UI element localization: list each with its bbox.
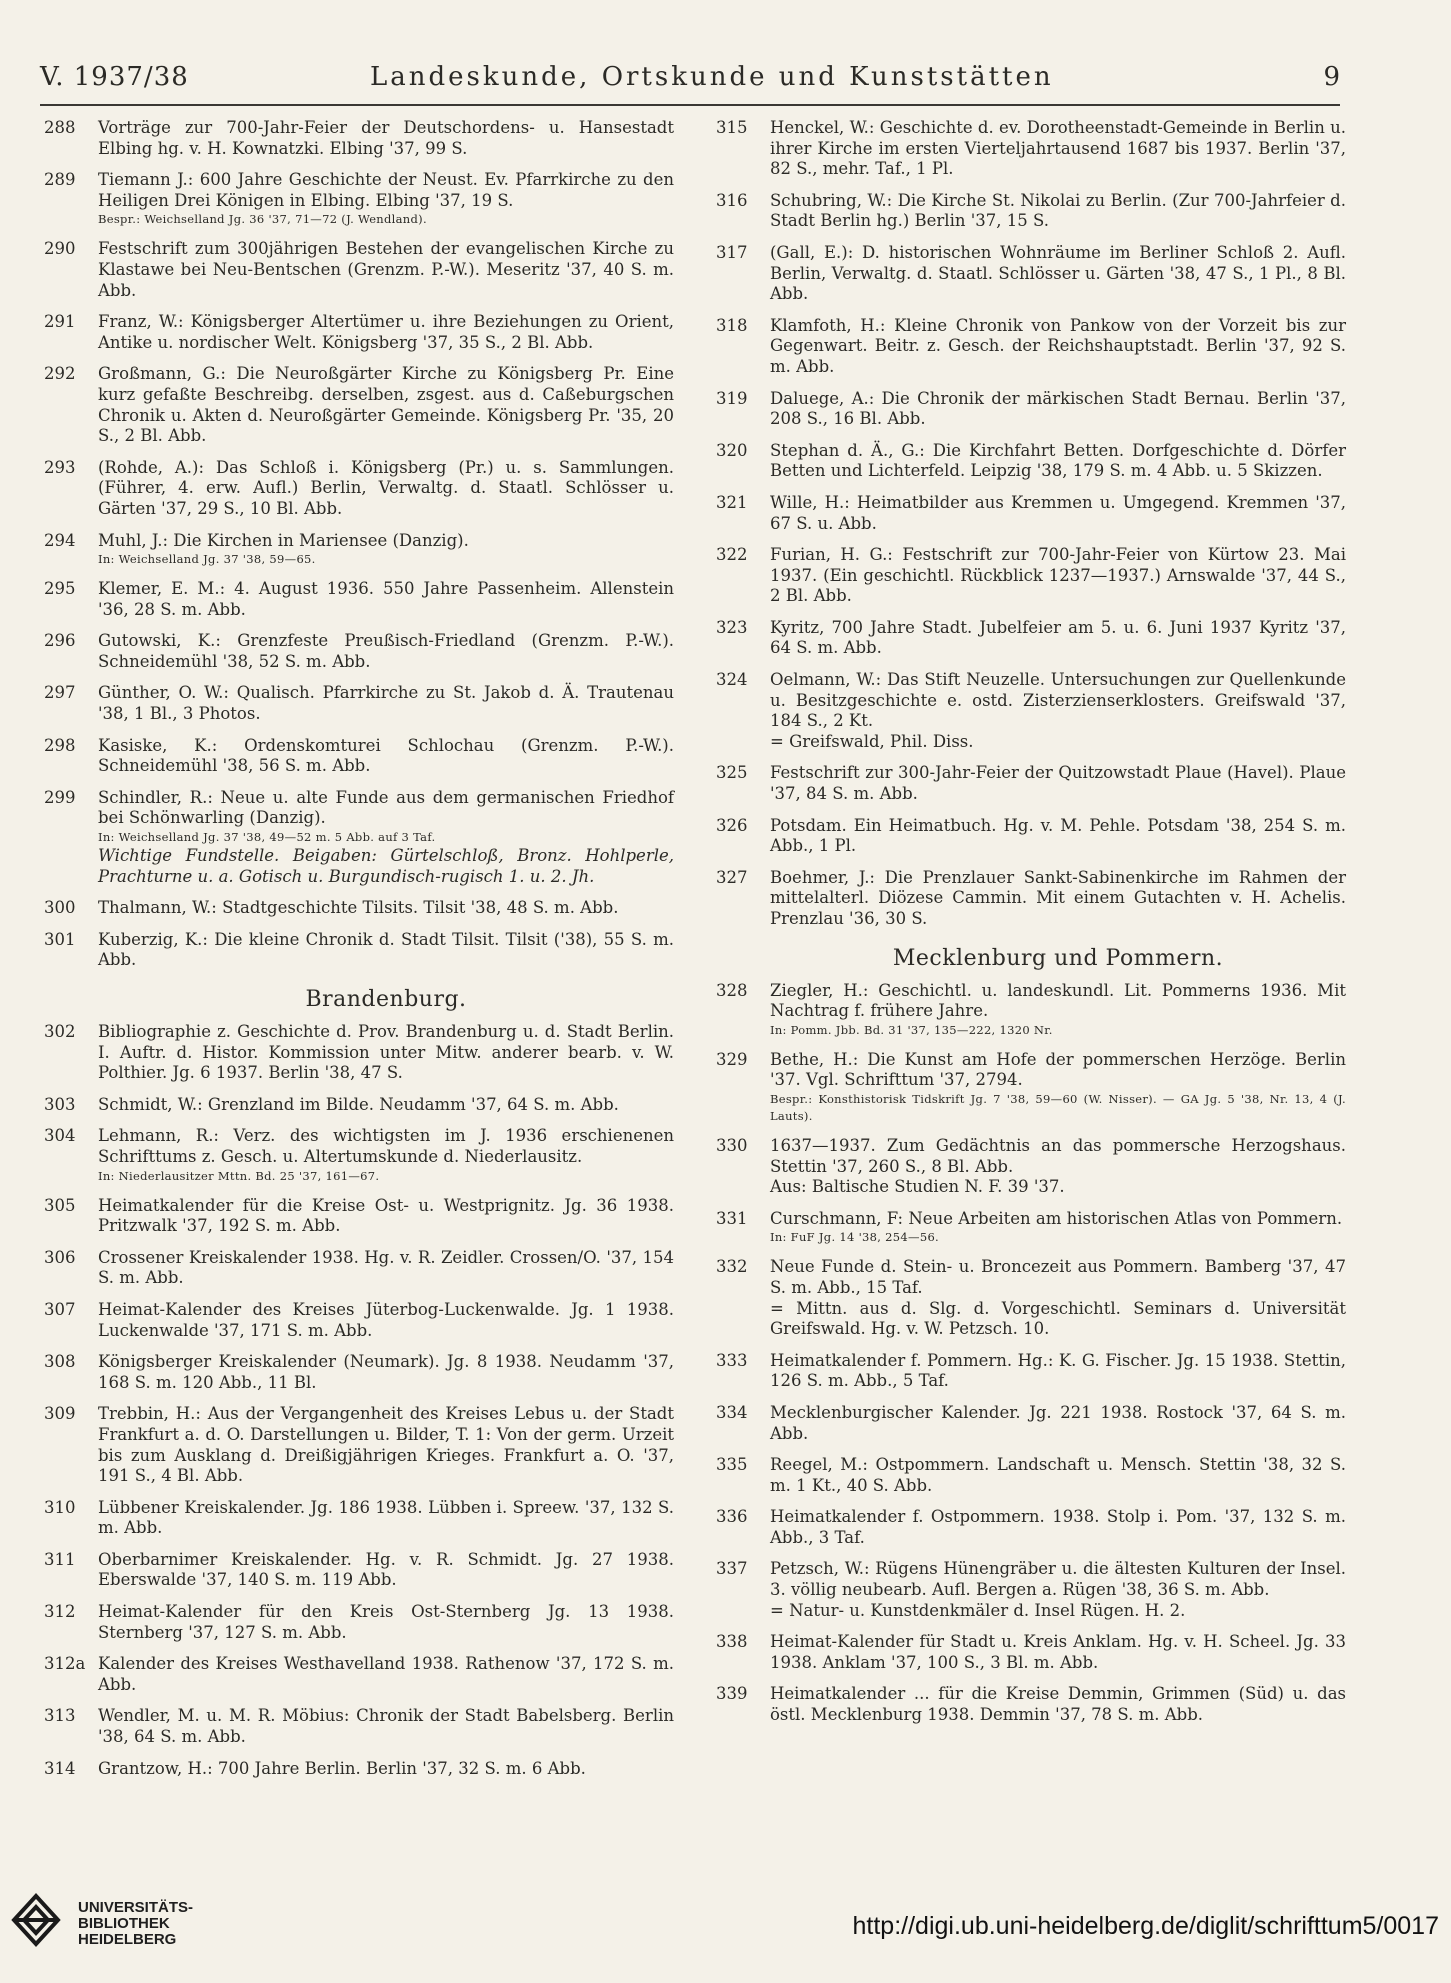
bibliography-entry <box>716 118 1346 180</box>
entry-text: Muhl, J.: Die Kirchen in Mariensee (Danzig). <box>98 530 469 550</box>
entry-body <box>770 618 1346 659</box>
entry-number: 302 <box>44 1022 76 1041</box>
entry-number: 319 <box>716 388 748 408</box>
entry-text: Heimat-Kalender für Stadt u. Kreis Anklam. Hg. v. H. Scheel. Jg. 33 1938. Anklam '37, 100 S., 3 Bl. m. Abb. <box>770 1632 1346 1672</box>
entry-text: Curschmann, F: Neue Arbeiten am historischen Atlas von Pommern. <box>770 1208 1343 1228</box>
entry-text: Franz, W.: Königsberger Altertümer u. ihre Beziehungen zu Orient, Antike u. nordischer Welt. Königsberg '37, 35 S., 2 Bl. Abb. <box>98 312 674 352</box>
bibliography-entry <box>716 1351 1346 1392</box>
entry-note: In: FuF Jg. 14 '38, 254—56. <box>770 1230 940 1245</box>
entry-number: 331 <box>716 1208 748 1228</box>
entry-extra: = Greifswald, Phil. Diss. <box>770 731 974 751</box>
entry-body <box>98 1196 674 1237</box>
entry-text: 1637—1937. Zum Gedächtnis an das pommersche Herzogshaus. Stettin '37, 260 S., 8 Bl. Abb. <box>770 1135 1346 1176</box>
entry-number: 324 <box>716 670 748 690</box>
entry-number: 329 <box>716 1049 748 1069</box>
entry-number: 315 <box>716 118 748 137</box>
entry-text: Potsdam. Ein Heimatbuch. Hg. v. M. Pehle. Potsdam '38, 254 S. m. Abb., 1 Pl. <box>770 815 1346 856</box>
entry-text: Lübbener Kreiskalender. Jg. 186 1938. Lübben i. Spreew. '37, 132 S. m. Abb. <box>98 1497 674 1538</box>
section-heading: Mecklenburg und Pommern. <box>892 945 1224 971</box>
bibliography-entry <box>44 1196 674 1237</box>
entry-number: 321 <box>716 492 748 512</box>
entry-text: Heimatkalender f. Pommern. Hg.: K. G. Fischer. Jg. 15 1938. Stettin, 126 S. m. Abb., 5 Taf. <box>770 1350 1346 1391</box>
footer <box>0 1880 1451 1960</box>
entry-number: 311 <box>44 1549 76 1569</box>
bibliography-entry <box>44 1095 674 1116</box>
entry-number: 334 <box>716 1402 748 1422</box>
bibliography-entry <box>44 531 674 569</box>
entry-body <box>98 1126 674 1184</box>
entry-body <box>98 118 674 159</box>
entry-body <box>98 458 674 520</box>
entry-text: Oberbarnimer Kreiskalender. Hg. v. R. Schmidt. Jg. 27 1938. Eberswalde '37, 140 S. m. 119 Abb. <box>98 1549 674 1590</box>
entry-number: 335 <box>716 1455 748 1475</box>
entry-number: 325 <box>716 763 748 783</box>
entry-body <box>770 816 1346 857</box>
entry-body <box>98 898 674 919</box>
entry-body <box>770 389 1346 430</box>
bibliography-entry <box>716 545 1346 607</box>
bibliography-entry <box>44 1498 674 1539</box>
entry-body <box>770 1403 1346 1444</box>
entry-body <box>770 545 1346 607</box>
entry-number: 310 <box>44 1497 76 1517</box>
entry-number: 326 <box>716 815 748 835</box>
entry-body <box>770 243 1346 305</box>
page-header <box>40 62 1340 102</box>
entry-body <box>770 493 1346 534</box>
bibliography-entry <box>716 191 1346 232</box>
bibliography-entry <box>44 1352 674 1393</box>
entry-text: Königsberger Kreiskalender (Neumark). Jg. 8 1938. Neudamm '37, 168 S. m. 120 Abb., 11 Bl. <box>98 1352 674 1392</box>
bibliography-entry <box>44 458 674 520</box>
entry-body <box>98 1248 674 1289</box>
entry-number: 339 <box>716 1684 748 1704</box>
bibliography-entry <box>44 1300 674 1341</box>
entry-text: Tiemann J.: 600 Jahre Geschichte der Neust. Ev. Pfarrkirche zu den Heiligen Drei Königen in Elbing. Elbing '37, 19 S. <box>98 170 674 210</box>
entry-text: Kyritz, 700 Jahre Stadt. Jubelfeier am 5. u. 6. Juni 1937 Kyritz '37, 64 S. m. Abb. <box>770 617 1346 658</box>
entry-number: 303 <box>44 1094 76 1114</box>
left-column <box>44 118 674 1790</box>
header-rule <box>40 104 1340 106</box>
bibliography-entry <box>716 1050 1346 1125</box>
entry-annotation: Wichtige Fundstelle. Beigaben: Gürtelschloß, Bronz. Hohlperle, Prachturne u. a. Gotisch u. Burgundisch-rugisch 1. u. 2. Jh. <box>98 846 674 886</box>
entry-number: 305 <box>44 1195 76 1215</box>
entry-note: Bespr.: Weichselland Jg. 36 '37, 71—72 (J. Wendland). <box>98 212 427 227</box>
bibliography-entry <box>44 1022 674 1084</box>
bibliography-entry <box>716 981 1346 1039</box>
entry-number: 327 <box>716 867 748 887</box>
entry-text: Trebbin, H.: Aus der Vergangenheit des Kreises Lebus u. der Stadt Frankfurt a. d. O. Darstellungen u. Bilder, T. 1: Von der germ. Urzeit bis zum Ausklang d. Dreißigjährigen Krieges. Frankfurt a. O. '37, 191 S., 4 Bl. Abb. <box>98 1404 674 1486</box>
entry-note: Bespr.: Konsthistorisk Tidskrift Jg. 7 '38, 59—60 (W. Nisser). — GA Jg. 5 '38, Nr. 13, 4 (J. Lauts). <box>770 1091 1346 1123</box>
entry-body <box>770 118 1346 180</box>
entry-text: Großmann, G.: Die Neuroßgärter Kirche zu Königsberg Pr. Eine kurz gefaßte Beschreibg. derselben, zsgest. aus d. Caßeburgschen Chronik u. Akten d. Neuroßgärter Gemeinde. Königsberg Pr. '35, 20 S., 2 Bl. Abb. <box>98 364 674 446</box>
entry-number: 295 <box>44 579 76 599</box>
entry-body <box>770 1050 1346 1125</box>
bibliography-entry <box>44 1706 674 1747</box>
entry-text: Heimatkalender für die Kreise Ost- u. Westprignitz. Jg. 36 1938. Pritzwalk '37, 192 S. m. Abb. <box>98 1195 674 1236</box>
entry-number: 300 <box>44 898 76 918</box>
entry-body <box>98 364 674 446</box>
entry-note: In: Weichselland Jg. 37 '38, 59—65. <box>98 552 316 567</box>
entry-number: 318 <box>716 315 748 335</box>
entry-text: Kalender des Kreises Westhavelland 1938. Rathenow '37, 172 S. m. Abb. <box>98 1654 674 1694</box>
entry-text: Festschrift zur 300-Jahr-Feier der Quitzowstadt Plaue (Havel). Plaue '37, 84 S. m. Abb. <box>770 763 1346 804</box>
library-name <box>78 1900 193 1948</box>
bibliography-entry <box>716 763 1346 804</box>
entry-number: 296 <box>44 631 76 651</box>
entry-extra: Aus: Baltische Studien N. F. 39 '37. <box>770 1177 1065 1197</box>
entry-body <box>770 1455 1346 1496</box>
page-number: 9 <box>1323 62 1340 92</box>
entry-text: Kasiske, K.: Ordenskomturei Schlochau (Grenzm. P.-W.). Schneidemühl '38, 56 S. m. Abb. <box>98 735 674 776</box>
entry-body <box>770 670 1346 752</box>
running-title: Landeskunde, Ortskunde und Kunststätten <box>370 62 1054 92</box>
bibliography-entry <box>44 239 674 301</box>
entry-number: 316 <box>716 190 748 210</box>
entry-text: Schubring, W.: Die Kirche St. Nikolai zu Berlin. (Zur 700-Jahrfeier d. Stadt Berlin hg.) Berlin '37, 15 S. <box>770 190 1346 231</box>
entry-number: 330 <box>716 1135 748 1155</box>
entry-text: Reegel, M.: Ostpommern. Landschaft u. Mensch. Stettin '38, 32 S. m. 1 Kt., 40 S. Abb. <box>770 1455 1346 1495</box>
entry-number: 288 <box>44 118 76 137</box>
bibliography-entry <box>716 1632 1346 1673</box>
entry-text: Stephan d. Ä., G.: Die Kirchfahrt Betten. Dorfgeschichte d. Dörfer Betten und Lichterfeld. Leipzig '38, 179 S. m. 4 Abb. u. 5 Skizzen. <box>770 440 1346 481</box>
entry-body <box>770 1507 1346 1548</box>
entry-text: Heimat-Kalender des Kreises Jüterbog-Luckenwalde. Jg. 1 1938. Luckenwalde '37, 171 S. m. Abb. <box>98 1299 674 1340</box>
entry-text: Bethe, H.: Die Kunst am Hofe der pommerschen Herzöge. Berlin '37. Vgl. Schrifttum '37, 2794. <box>770 1049 1346 1090</box>
bibliography-entry <box>44 683 674 724</box>
entry-note: In: Pomm. Jbb. Bd. 31 '37, 135—222, 1320 Nr. <box>770 1022 1053 1037</box>
entry-body <box>770 1136 1346 1198</box>
bibliography-entry <box>716 243 1346 305</box>
section-heading: Brandenburg. <box>305 987 467 1012</box>
entry-body <box>98 1654 674 1695</box>
bibliography-entry <box>44 1126 674 1184</box>
entry-note: In: Weichselland Jg. 37 '38, 49—52 m. 5 Abb. auf 3 Taf. <box>98 830 436 845</box>
source-url-link[interactable]: http://digi.ub.uni-heidelberg.de/diglit/schrifttum5/0017 <box>852 1912 1439 1940</box>
entry-number: 312 <box>44 1602 76 1622</box>
entry-text: Klamfoth, H.: Kleine Chronik von Pankow von der Vorzeit bis zur Gegenwart. Beitr. z. Gesch. der Reichshauptstadt. Berlin '37, 92 S. m. Abb. <box>770 315 1346 376</box>
bibliography-entry <box>44 1759 674 1780</box>
bibliography-entry <box>44 118 674 159</box>
library-name-line: HEIDELBERG <box>78 1931 177 1948</box>
entry-text: Bibliographie z. Geschichte d. Prov. Brandenburg u. d. Stadt Berlin. I. Auftr. d. Histor. Kommission unter Mitw. anderer bearb. v. W. Polthier. Jg. 6 1937. Berlin '38, 47 S. <box>98 1022 674 1083</box>
entry-text: Thalmann, W.: Stadtgeschichte Tilsits. Tilsit '38, 48 S. m. Abb. <box>98 898 619 918</box>
bibliography-entry <box>716 1136 1346 1198</box>
entry-number: 301 <box>44 929 76 949</box>
entry-number: 290 <box>44 239 76 259</box>
entry-text: Heimatkalender ... für die Kreise Demmin, Grimmen (Süd) u. das östl. Mecklenburg 1938. Demmin '37, 78 S. m. Abb. <box>770 1684 1346 1725</box>
entry-number: 328 <box>716 980 748 1000</box>
bibliography-entry <box>716 618 1346 659</box>
entry-body <box>98 1352 674 1393</box>
entry-body <box>770 316 1346 378</box>
entry-body <box>98 1602 674 1643</box>
library-name-line: BIBLIOTHEK <box>78 1915 170 1932</box>
entry-body <box>770 1257 1346 1339</box>
bibliography-entry <box>44 930 674 971</box>
bibliography-entry <box>716 493 1346 534</box>
entry-number: 306 <box>44 1247 76 1267</box>
entry-body <box>98 788 674 887</box>
entry-text: Neue Funde d. Stein- u. Broncezeit aus Pommern. Bamberg '37, 47 S. m. Abb., 15 Taf. <box>770 1257 1346 1297</box>
bibliography-entry <box>716 1209 1346 1247</box>
bibliography-entry <box>44 312 674 353</box>
bibliography-entry <box>716 816 1346 857</box>
bibliography-entry <box>44 788 674 887</box>
entry-body <box>770 1351 1346 1392</box>
bibliography-entry <box>716 1455 1346 1496</box>
entry-body <box>770 1209 1346 1247</box>
entry-number: 338 <box>716 1632 748 1652</box>
entry-text: Lehmann, R.: Verz. des wichtigsten im J. 1936 erschienenen Schrifttums z. Gesch. u. Altertumskunde d. Niederlausitz. <box>98 1126 674 1166</box>
bibliography-entry <box>716 1257 1346 1339</box>
entry-body <box>770 763 1346 804</box>
entry-body <box>770 191 1346 232</box>
entry-text: Wille, H.: Heimatbilder aus Kremmen u. Umgegend. Kremmen '37, 67 S. u. Abb. <box>770 492 1346 533</box>
entry-note: In: Niederlausitzer Mttn. Bd. 25 '37, 161—67. <box>98 1168 380 1183</box>
entry-body <box>98 312 674 353</box>
entry-text: Vorträge zur 700-Jahr-Feier der Deutschordens- u. Hansestadt Elbing hg. v. H. Kownatzki. Elbing '37, 99 S. <box>98 118 674 158</box>
entry-body <box>98 736 674 777</box>
entry-body <box>98 930 674 971</box>
entry-body <box>98 170 674 228</box>
entry-text: Furian, H. G.: Festschrift zur 700-Jahr-Feier von Kürtow 23. Mai 1937. (Ein geschichtl. Rückblick 1237—1937.) Arnswalde '37, 44 S., 2 Bl. Abb. <box>770 545 1346 606</box>
entry-body <box>98 1022 674 1084</box>
entry-number: 304 <box>44 1126 76 1146</box>
library-logo-icon <box>8 1890 66 1950</box>
entry-number: 333 <box>716 1350 748 1370</box>
bibliography-entry <box>716 670 1346 752</box>
entry-text: Klemer, E. M.: 4. August 1936. 550 Jahre Passenheim. Allenstein '36, 28 S. m. Abb. <box>98 579 674 619</box>
right-column <box>716 118 1346 1737</box>
bibliography-entry <box>716 441 1346 482</box>
entry-body <box>770 1559 1346 1621</box>
volume-label: V. 1937/38 <box>40 62 189 92</box>
bibliography-entry <box>44 1404 674 1486</box>
entry-number: 297 <box>44 683 76 703</box>
bibliography-entry <box>716 868 1346 930</box>
entry-body <box>98 1498 674 1539</box>
entry-body <box>770 981 1346 1039</box>
bibliography-entry <box>44 1602 674 1643</box>
entry-number: 293 <box>44 457 76 477</box>
bibliography-entry <box>716 1507 1346 1548</box>
entry-number: 314 <box>44 1758 76 1778</box>
entry-body <box>98 239 674 301</box>
entry-number: 312a <box>44 1654 86 1674</box>
entry-body <box>770 868 1346 930</box>
entry-number: 313 <box>44 1706 76 1726</box>
entry-text: Schmidt, W.: Grenzland im Bilde. Neudamm '37, 64 S. m. Abb. <box>98 1094 619 1114</box>
entry-text: Ziegler, H.: Geschichtl. u. landeskundl. Lit. Pommerns 1936. Mit Nachtrag f. frühere Jahre. <box>770 980 1346 1021</box>
bibliography-entry <box>44 1550 674 1591</box>
entry-number: 336 <box>716 1507 748 1527</box>
entry-text: Kuberzig, K.: Die kleine Chronik d. Stadt Tilsit. Tilsit ('38), 55 S. m. Abb. <box>98 929 674 970</box>
entry-body <box>98 579 674 620</box>
entry-text: Daluege, A.: Die Chronik der märkischen Stadt Bernau. Berlin '37, 208 S., 16 Bl. Abb. <box>770 388 1346 429</box>
entry-body <box>98 1550 674 1591</box>
entry-text: Crossener Kreiskalender 1938. Hg. v. R. Zeidler. Crossen/O. '37, 154 S. m. Abb. <box>98 1247 674 1288</box>
entry-number: 289 <box>44 170 76 190</box>
entry-extra: = Natur- u. Kunstdenkmäler d. Insel Rügen. H. 2. <box>770 1600 1186 1620</box>
entry-body <box>98 1095 674 1116</box>
bibliography-entry <box>44 631 674 672</box>
entry-number: 292 <box>44 364 76 384</box>
entry-number: 294 <box>44 530 76 550</box>
entry-number: 298 <box>44 735 76 755</box>
entry-number: 337 <box>716 1559 748 1579</box>
entry-body <box>98 1300 674 1341</box>
entry-number: 323 <box>716 617 748 637</box>
entry-text: (Gall, E.): D. historischen Wohnräume im Berliner Schloß 2. Aufl. Berlin, Verwaltg. d. Staatl. Schlösser u. Gärten '38, 47 S., 1 Pl., 8 Bl. Abb. <box>770 242 1346 304</box>
bibliography-entry <box>716 1403 1346 1444</box>
entry-number: 291 <box>44 312 76 332</box>
entry-extra: = Mittn. aus d. Slg. d. Vorgeschichtl. Seminars d. Universität Greifswald. Hg. v. W. Petzsch. 10. <box>770 1298 1346 1339</box>
entry-number: 299 <box>44 787 76 807</box>
bibliography-entry <box>44 170 674 228</box>
entry-body <box>98 531 674 569</box>
entry-body <box>770 441 1346 482</box>
bibliography-entry <box>44 1248 674 1289</box>
entry-text: Petzsch, W.: Rügens Hünengräber u. die ältesten Kulturen der Insel. 3. völlig neubearb. Aufl. Bergen a. Rügen '38, 36 S. m. Abb. <box>770 1559 1346 1600</box>
entry-number: 322 <box>716 545 748 565</box>
bibliography-entry <box>716 1684 1346 1725</box>
entry-number: 307 <box>44 1299 76 1319</box>
entry-text: Oelmann, W.: Das Stift Neuzelle. Untersuchungen zur Quellenkunde u. Besitzgeschichte e. ostd. Zisterzienserklosters. Greifswald '37, 184 S., 2 Kt. <box>770 670 1346 731</box>
entry-body <box>98 683 674 724</box>
bibliography-entry <box>716 389 1346 430</box>
entry-text: Wendler, M. u. M. R. Möbius: Chronik der Stadt Babelsberg. Berlin '38, 64 S. m. Abb. <box>98 1706 674 1747</box>
entry-text: Festschrift zum 300jährigen Bestehen der evangelischen Kirche zu Klastawe bei Neu-Bentschen (Grenzm. P.-W.). Meseritz '37, 40 S. m. Abb. <box>98 239 674 300</box>
bibliography-entry <box>44 579 674 620</box>
entry-body <box>98 1404 674 1486</box>
bibliography-entry <box>44 1654 674 1695</box>
entry-number: 320 <box>716 440 748 460</box>
entry-body <box>98 1706 674 1747</box>
bibliography-entry <box>44 736 674 777</box>
entry-body <box>770 1684 1346 1725</box>
bibliography-entry <box>716 316 1346 378</box>
entry-text: Grantzow, H.: 700 Jahre Berlin. Berlin '37, 32 S. m. 6 Abb. <box>98 1758 586 1778</box>
entry-number: 309 <box>44 1404 76 1424</box>
entry-body <box>98 1759 674 1780</box>
entry-text: Günther, O. W.: Qualisch. Pfarrkirche zu St. Jakob d. Ä. Trautenau '38, 1 Bl., 3 Photos. <box>98 683 674 724</box>
entry-text: Boehmer, J.: Die Prenzlauer Sankt-Sabinenkirche im Rahmen der mittelalterl. Diözese Cammin. Mit einem Gutachten v. H. Achelis. Prenzlau '36, 30 S. <box>770 867 1346 928</box>
entry-body <box>98 631 674 672</box>
bibliography-entry <box>44 364 674 446</box>
entry-body <box>770 1632 1346 1673</box>
entry-text: Mecklenburgischer Kalender. Jg. 221 1938. Rostock '37, 64 S. m. Abb. <box>770 1402 1346 1443</box>
bibliography-entry <box>44 898 674 919</box>
entry-text: Gutowski, K.: Grenzfeste Preußisch-Friedland (Grenzm. P.-W.). Schneidemühl '38, 52 S. m. Abb. <box>98 631 674 671</box>
entry-text: (Rohde, A.): Das Schloß i. Königsberg (Pr.) u. s. Sammlungen. (Führer, 4. erw. Aufl.) Berlin, Verwaltg. d. Staatl. Schlösser u. Gärten '37, 29 S., 10 Bl. Abb. <box>98 457 674 518</box>
entry-number: 308 <box>44 1352 76 1372</box>
library-name-line: UNIVERSITÄTS- <box>78 1899 194 1916</box>
entry-number: 332 <box>716 1257 748 1277</box>
entry-text: Schindler, R.: Neue u. alte Funde aus dem germanischen Friedhof bei Schönwarling (Danzig). <box>98 787 674 828</box>
bibliography-entry <box>716 1559 1346 1621</box>
entry-text: Henckel, W.: Geschichte d. ev. Dorotheenstadt-Gemeinde in Berlin u. ihrer Kirche im ersten Vierteljahrtausend 1687 bis 1937. Berlin '37, 82 S., mehr. Taf., 1 Pl. <box>770 118 1346 179</box>
entry-text: Heimat-Kalender für den Kreis Ost-Sternberg Jg. 13 1938. Sternberg '37, 127 S. m. Abb. <box>98 1602 674 1642</box>
entry-text: Heimatkalender f. Ostpommern. 1938. Stolp i. Pom. '37, 132 S. m. Abb., 3 Taf. <box>770 1507 1346 1547</box>
entry-number: 317 <box>716 242 748 262</box>
